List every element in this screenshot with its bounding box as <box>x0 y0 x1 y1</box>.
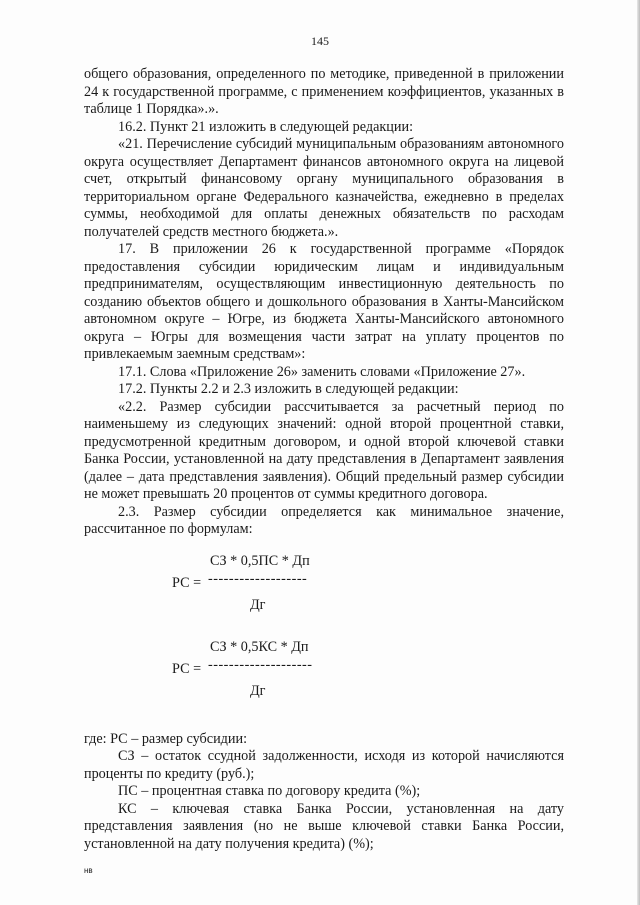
paragraph-17-1: 17.1. Слова «Приложение 26» заменить словами «Приложение 27». <box>118 363 526 380</box>
definition-ps: ПС – процентная ставка по договору кредита (%); <box>118 783 421 799</box>
definition-sz: СЗ – остаток ссудной задолженности, исходя из которой начисляются проценты по кредиту (руб.); <box>84 748 564 782</box>
formula-lhs: РС = <box>172 574 202 591</box>
paragraph-17-2: 17.2. Пункты 2.2 и 2.3 изложить в следующей редакции: <box>118 381 459 397</box>
formula-denominator: Дг <box>250 596 266 613</box>
formula-ks <box>84 639 564 709</box>
paragraph-21-quote: «21. Перечисление субсидий муниципальным образованиям автономного округа осуществляет Департамент финансов автономного округа на лицевой счет, открытый финансовому органу муниципального образования в территориальном органе Федерального казначейства, ежедневно в пределах суммы, необходимой для оплаты денежных обязательств по расходам получателей средств местного бюджета.». <box>84 136 564 240</box>
paragraph-17: 17. В приложении 26 к государственной программе «Порядок предоставления субсидии юридическим лицам и индивидуальным предпринимателям, осуществляющим инвестиционную деятельность по созданию объектов общего и дошкольного образования в Ханты-Мансийском автономном округе – Югре, из бюджета Ханты-Мансийского автономного округа – Югры для возмещения части затрат на уплату процентов по привлекаемым заемным средствам»: <box>84 241 564 362</box>
footer-initials: нв <box>84 866 93 875</box>
paragraph-continuation: общего образования, определенного по методике, приведенной в приложении 24 к государственной программе, с применением коэффициентов, указанных в таблице 1 Порядка».». <box>84 66 564 117</box>
formula-fraction-bar: ------------------- <box>208 570 308 587</box>
document-body <box>84 66 564 853</box>
formula-fraction-bar: -------------------- <box>208 656 313 673</box>
paragraph-2-3: 2.3. Размер субсидии определяется как минимальное значение, рассчитанное по формулам: <box>84 503 564 537</box>
page-number: 145 <box>311 34 329 48</box>
formula-numerator: СЗ * 0,5КС * Дп <box>210 638 309 655</box>
formula-ps <box>84 553 564 623</box>
paragraph-16-2: 16.2. Пункт 21 изложить в следующей редакции: <box>118 118 414 135</box>
paragraph-2-2: «2.2. Размер субсидии рассчитывается за расчетный период по наименьшему из следующих значений: одной второй процентной ставки, предусмотренной кредитным договором, и одной второй ключевой ставки Банка России, установленной на дату представления в Департамент заявления (далее – дата представления заявления). Общий предельный размер субсидии не может превышать 20 процентов от суммы кредитного договора. <box>84 398 564 502</box>
definition-rs: где: РС – размер субсидии: <box>84 730 248 747</box>
formula-denominator: Дг <box>250 682 266 699</box>
definition-ks: КС – ключевая ставка Банка России, установленная на дату представления заявления (но не выше ключевой ставки Банка России, установленной на дату получения кредита) (%); <box>84 800 564 852</box>
formula-numerator: СЗ * 0,5ПС * Дп <box>210 552 310 569</box>
formula-lhs: РС = <box>172 660 202 677</box>
